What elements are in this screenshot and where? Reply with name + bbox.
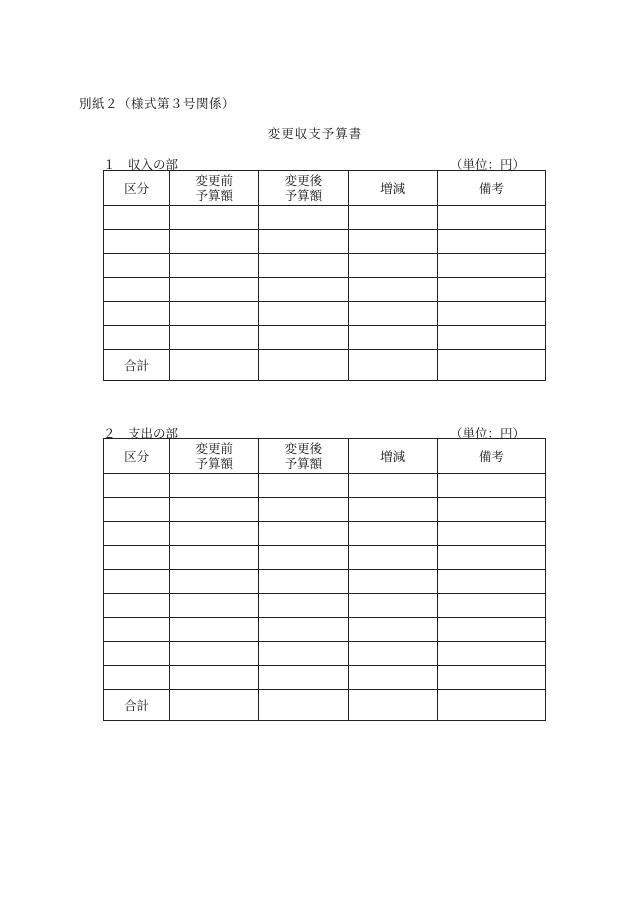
table-cell[interactable] [170,278,259,302]
expense-total-label: 合計 [104,690,170,721]
table-cell[interactable] [170,254,259,278]
table-cell[interactable] [437,666,545,690]
table-cell[interactable] [348,206,437,230]
table-cell[interactable] [104,618,170,642]
table-cell[interactable] [437,498,545,522]
annex-label: 別紙２（様式第３号関係） [79,96,236,111]
expense-section-label: ２ 支出の部 [103,426,179,441]
col-before-line1: 変更前 [195,173,233,188]
table-cell[interactable] [170,690,259,721]
table-cell[interactable] [104,546,170,570]
expense-total-row [104,690,546,721]
table-cell[interactable] [170,522,259,546]
income-total-row [104,350,546,381]
col-after-line2: 予算額 [284,456,323,471]
table-cell[interactable] [259,642,348,666]
table-cell[interactable] [104,230,170,254]
table-cell[interactable] [437,302,545,326]
col-remarks: 備考 [437,439,545,474]
table-cell[interactable] [259,302,348,326]
table-row [104,230,546,254]
table-cell[interactable] [104,278,170,302]
table-cell[interactable] [437,570,545,594]
table-row [104,546,546,570]
table-cell[interactable] [170,666,259,690]
table-cell[interactable] [348,522,437,546]
col-after-budget [259,439,348,474]
col-after-budget [259,171,348,206]
table-cell[interactable] [259,546,348,570]
table-cell[interactable] [437,618,545,642]
table-cell[interactable] [348,618,437,642]
table-cell[interactable] [104,642,170,666]
table-cell[interactable] [437,546,545,570]
table-row [104,570,546,594]
table-cell[interactable] [348,326,437,350]
table-cell[interactable] [259,230,348,254]
table-cell[interactable] [259,690,348,721]
col-after-line1: 変更後 [284,173,323,188]
table-cell[interactable] [348,666,437,690]
table-cell[interactable] [259,254,348,278]
table-cell[interactable] [348,230,437,254]
table-row [104,326,546,350]
col-before-budget [170,439,259,474]
table-cell[interactable] [348,254,437,278]
table-cell[interactable] [170,206,259,230]
table-cell[interactable] [170,570,259,594]
income-table [103,170,546,381]
table-cell[interactable] [104,570,170,594]
table-cell[interactable] [259,278,348,302]
table-cell[interactable] [348,278,437,302]
income-unit-label: （単位：円） [449,157,525,172]
expense-unit-label: （単位：円） [449,426,525,441]
table-cell[interactable] [259,666,348,690]
table-cell[interactable] [437,278,545,302]
table-cell[interactable] [437,326,545,350]
table-cell[interactable] [437,522,545,546]
col-after-line2: 予算額 [284,188,323,203]
table-cell[interactable] [259,618,348,642]
col-before-budget [170,171,259,206]
table-cell[interactable] [348,546,437,570]
income-section-label: １ 収入の部 [103,157,179,172]
table-cell[interactable] [170,350,259,381]
table-cell[interactable] [104,254,170,278]
table-cell[interactable] [348,474,437,498]
income-header-row [104,171,546,206]
table-cell[interactable] [104,522,170,546]
table-row [104,594,546,618]
col-category: 区分 [104,171,170,206]
col-before-line2: 予算額 [195,188,233,203]
table-cell[interactable] [259,498,348,522]
table-cell[interactable] [348,594,437,618]
table-cell[interactable] [170,230,259,254]
table-cell[interactable] [348,690,437,721]
table-cell[interactable] [437,230,545,254]
document-title: 変更収支予算書 [267,126,363,141]
table-cell[interactable] [437,206,545,230]
table-cell[interactable] [104,666,170,690]
table-cell[interactable] [104,206,170,230]
table-row [104,642,546,666]
table-cell[interactable] [104,594,170,618]
table-cell[interactable] [437,690,545,721]
table-cell[interactable] [348,350,437,381]
table-cell[interactable] [259,206,348,230]
table-row [104,206,546,230]
table-cell[interactable] [104,302,170,326]
table-cell[interactable] [259,350,348,381]
table-cell[interactable] [437,474,545,498]
table-cell[interactable] [170,326,259,350]
col-category: 区分 [104,439,170,474]
table-row [104,302,546,326]
table-cell[interactable] [170,474,259,498]
table-cell[interactable] [437,594,545,618]
table-row [104,522,546,546]
table-row [104,474,546,498]
table-cell[interactable] [170,302,259,326]
table-row [104,278,546,302]
table-cell[interactable] [437,642,545,666]
table-cell[interactable] [104,326,170,350]
table-row [104,666,546,690]
table-cell[interactable] [437,254,545,278]
table-cell[interactable] [170,642,259,666]
table-row [104,498,546,522]
col-before-line2: 予算額 [195,456,233,471]
table-cell[interactable] [104,474,170,498]
expense-header-row [104,439,546,474]
col-change: 増減 [348,439,437,474]
table-row [104,254,546,278]
table-cell[interactable] [259,594,348,618]
table-cell[interactable] [259,570,348,594]
table-cell[interactable] [104,498,170,522]
table-row [104,618,546,642]
table-cell[interactable] [348,498,437,522]
col-remarks: 備考 [437,171,545,206]
table-cell[interactable] [170,594,259,618]
table-cell[interactable] [259,522,348,546]
table-cell[interactable] [170,618,259,642]
table-cell[interactable] [348,302,437,326]
table-cell[interactable] [259,474,348,498]
col-after-line1: 変更後 [284,441,323,456]
col-change: 増減 [348,171,437,206]
income-total-label: 合計 [104,350,170,381]
table-cell[interactable] [348,570,437,594]
table-cell[interactable] [437,350,545,381]
table-cell[interactable] [170,546,259,570]
table-cell[interactable] [170,498,259,522]
col-before-line1: 変更前 [195,441,233,456]
table-cell[interactable] [259,326,348,350]
table-cell[interactable] [348,642,437,666]
expense-table [103,438,546,721]
